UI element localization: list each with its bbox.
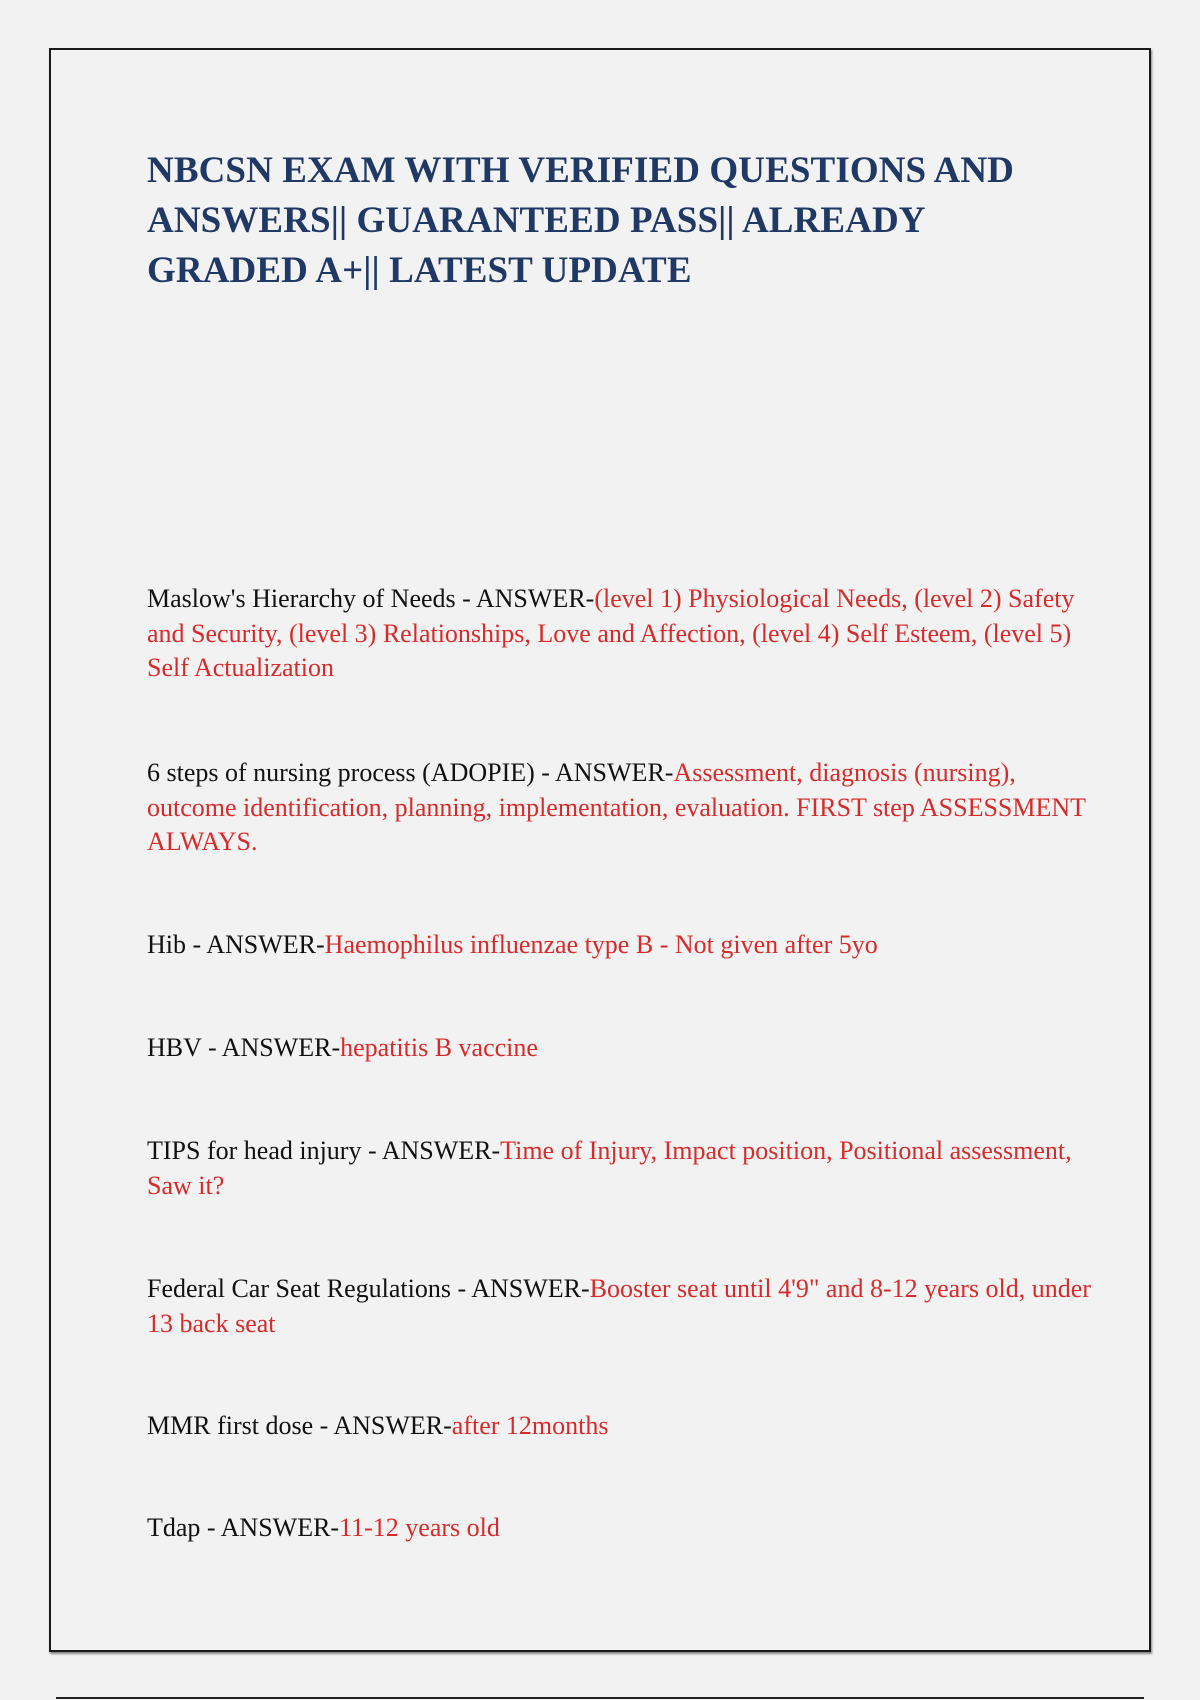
question-text: Hib — [147, 930, 186, 959]
document-title: NBCSN EXAM WITH VERIFIED QUESTIONS AND ANSWERS|| GUARANTEED PASS|| ALREADY GRADED A+|| LATEST UPDATE — [147, 150, 1014, 291]
qa-item — [147, 1031, 1107, 1066]
answer-separator: - ANSWER- — [450, 1274, 590, 1303]
answer-text: hepatitis B vaccine — [340, 1033, 538, 1062]
answer-separator: - ANSWER- — [534, 758, 674, 787]
qa-item — [147, 756, 1107, 860]
question-text: TIPS for head injury — [147, 1136, 362, 1165]
answer-text: Assessment, diagnosis (nursing), outcome identification, planning, implementation, evaluation. FIRST step ASSESSMENT ALWAYS. — [147, 758, 1086, 856]
question-text: Federal Car Seat Regulations — [147, 1274, 451, 1303]
answer-text: Time of Injury, Impact position, Positional assessment, Saw it? — [147, 1136, 1072, 1200]
answer-separator: - ANSWER- — [455, 584, 595, 613]
qa-item — [147, 928, 1107, 963]
question-text: Tdap — [147, 1513, 201, 1542]
qa-item — [147, 582, 1107, 686]
answer-separator: - ANSWER- — [361, 1136, 501, 1165]
qa-item — [147, 1272, 1107, 1341]
answer-text: (level 1) Physiological Needs, (level 2) Safety and Security, (level 3) Relationships, Love and Affection, (level 4) Self Esteem, (level 5) Self Actualization — [147, 584, 1075, 682]
question-text: 6 steps of nursing process (ADOPIE) — [147, 758, 535, 787]
question-text: MMR first dose — [147, 1411, 314, 1440]
qa-item — [147, 1409, 1107, 1444]
question-text: HBV — [147, 1033, 202, 1062]
page-divider — [56, 1697, 1144, 1699]
answer-separator: - ANSWER- — [201, 1033, 341, 1062]
question-text: Maslow's Hierarchy of Needs — [147, 584, 456, 613]
qa-item — [147, 1511, 1107, 1546]
answer-text: 11-12 years old — [339, 1513, 500, 1542]
answer-separator: - ANSWER- — [186, 930, 325, 959]
answer-separator: - ANSWER- — [313, 1411, 452, 1440]
answer-text: Haemophilus influenzae type B - Not given after 5yo — [324, 930, 878, 959]
answer-text: after 12months — [451, 1411, 609, 1440]
document-page — [49, 48, 1151, 1652]
answer-text: Booster seat until 4'9" and 8-12 years old, under 13 back seat — [147, 1274, 1091, 1338]
qa-item — [147, 1134, 1107, 1203]
answer-separator: - ANSWER- — [200, 1513, 340, 1542]
